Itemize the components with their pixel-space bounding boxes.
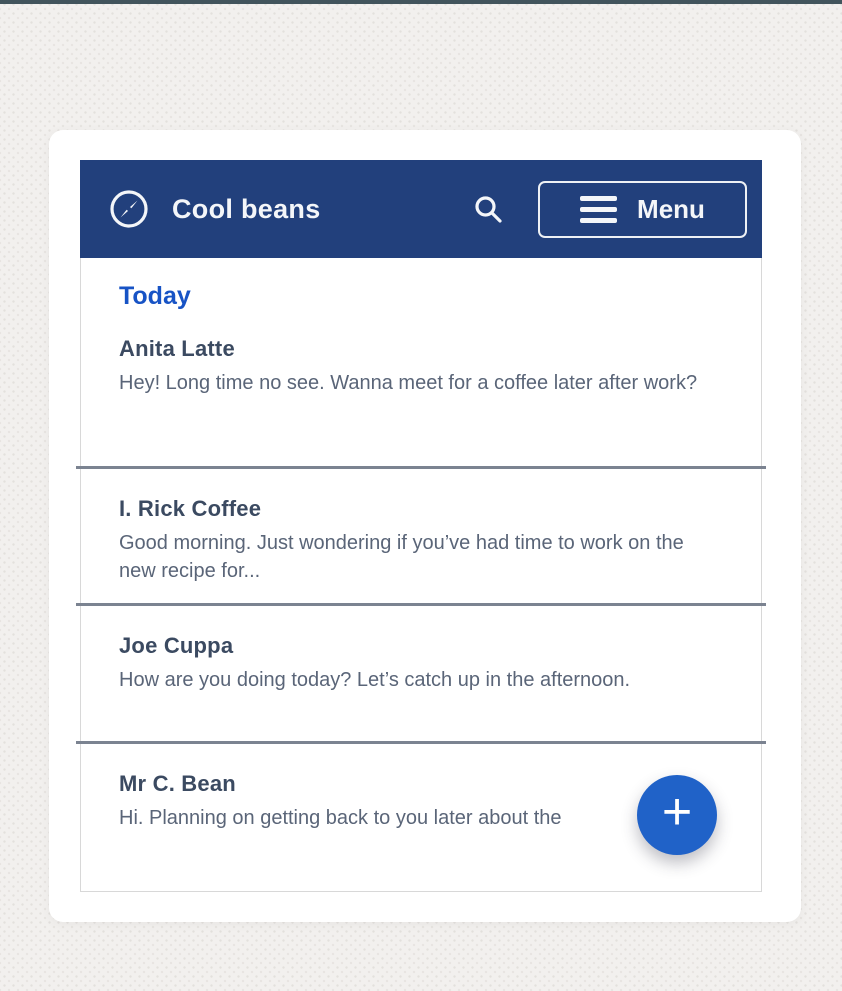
message-preview: Hi. Planning on getting back to you later about the bbox=[119, 807, 562, 829]
message-preview: Hey! Long time no see. Wanna meet for a coffee later after work? bbox=[119, 372, 698, 394]
search-button[interactable] bbox=[472, 193, 504, 225]
plus-icon: + bbox=[661, 783, 693, 841]
menu-button-label: Menu bbox=[637, 193, 705, 224]
message-list-item[interactable] bbox=[81, 606, 761, 741]
add-button[interactable] bbox=[637, 775, 717, 855]
top-strip bbox=[0, 0, 842, 4]
menu-button[interactable] bbox=[538, 181, 747, 238]
app-title: Cool beans bbox=[172, 193, 321, 224]
message-list-item[interactable] bbox=[81, 469, 761, 603]
message-list-item[interactable] bbox=[81, 336, 761, 466]
message-sender: Mr C. Bean bbox=[119, 771, 236, 796]
section-title-today: Today bbox=[119, 282, 191, 310]
message-preview: Good morning. Just wondering if you’ve had time to work on the new recipe for... bbox=[119, 532, 684, 582]
app-header bbox=[80, 160, 762, 258]
compass-icon bbox=[108, 188, 150, 230]
message-preview: How are you doing today? Let’s catch up in the afternoon. bbox=[119, 669, 631, 691]
hamburger-icon bbox=[580, 196, 617, 223]
search-icon bbox=[473, 194, 503, 224]
app-mockup bbox=[80, 160, 762, 892]
message-sender: I. Rick Coffee bbox=[119, 496, 262, 521]
phone-card bbox=[49, 130, 801, 922]
message-sender: Anita Latte bbox=[119, 336, 235, 361]
message-sender: Joe Cuppa bbox=[119, 633, 234, 658]
message-list-panel bbox=[80, 258, 762, 892]
